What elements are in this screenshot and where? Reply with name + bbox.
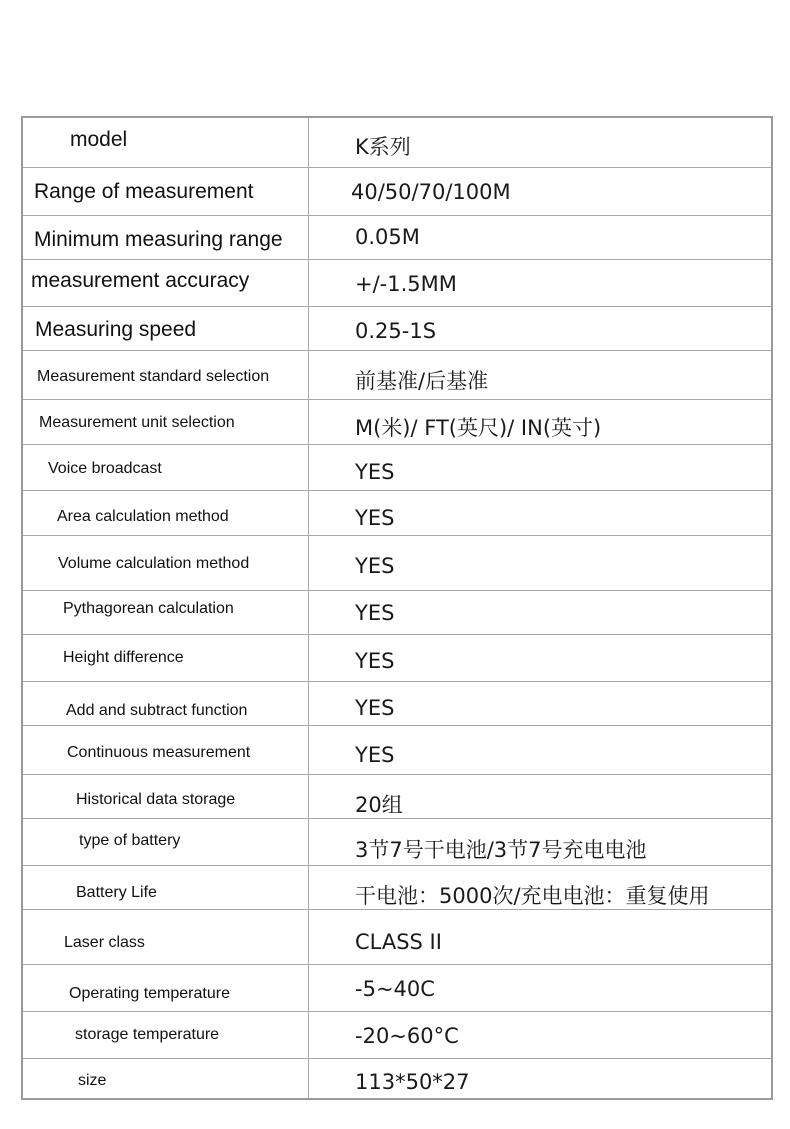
spec-table [21,116,773,1100]
value-cell [309,1059,771,1098]
spec-value: -5~40C [355,977,435,1001]
spec-value: YES [355,696,395,720]
spec-value: CLASS II [355,930,442,954]
label-cell [23,168,309,215]
table-row [23,306,771,350]
spec-value: YES [355,601,395,625]
value-cell [309,635,771,681]
spec-label: measurement accuracy [31,269,250,292]
label-cell [23,216,309,259]
value-cell [309,1012,771,1058]
label-cell [23,1059,309,1098]
label-cell [23,536,309,590]
table-row [23,681,771,725]
label-cell [23,775,309,818]
value-cell [309,866,771,909]
spec-label: size [78,1072,107,1089]
table-row [23,818,771,865]
value-cell [309,400,771,444]
label-cell [23,260,309,306]
label-cell [23,819,309,865]
table-row [23,865,771,909]
spec-value: YES [355,554,395,578]
table-row [23,1058,771,1098]
spec-value: 0.25-1S [355,319,437,343]
table-row [23,399,771,444]
label-cell [23,965,309,1011]
spec-value: YES [355,743,395,767]
table-row [23,535,771,590]
label-cell [23,726,309,774]
value-cell [309,726,771,774]
label-cell [23,1012,309,1058]
table-row [23,118,771,167]
table-row [23,964,771,1011]
spec-value: YES [355,649,395,673]
value-cell [309,910,771,964]
spec-label: Measurement standard selection [37,368,270,385]
spec-label: Continuous measurement [67,744,251,761]
spec-value: -20~60°C [355,1024,459,1048]
spec-value: +/-1.5MM [355,272,457,296]
value-cell [309,682,771,725]
value-cell [309,491,771,535]
spec-value: 前基准/后基准 [355,369,489,393]
value-cell [309,819,771,865]
spec-label: Pythagorean calculation [63,600,234,617]
label-cell [23,400,309,444]
value-cell [309,351,771,399]
table-row [23,350,771,399]
value-cell [309,775,771,818]
table-row [23,1011,771,1058]
value-cell [309,168,771,215]
table-row [23,490,771,535]
spec-label: Measurement unit selection [39,414,235,431]
spec-value: YES [355,506,395,530]
spec-label: model [70,128,128,151]
spec-label: Height difference [63,649,184,666]
table-row [23,167,771,215]
value-cell [309,216,771,259]
label-cell [23,307,309,350]
spec-label: Range of measurement [34,180,254,203]
table-row [23,259,771,306]
spec-label: type of battery [79,832,181,849]
label-cell [23,445,309,490]
value-cell [309,307,771,350]
label-cell [23,591,309,634]
label-cell [23,491,309,535]
spec-value: 3节7号干电池/3节7号充电电池 [355,838,647,862]
table-row [23,215,771,259]
label-cell [23,682,309,725]
spec-value: 0.05M [355,225,420,249]
spec-value: YES [355,460,395,484]
spec-value: M(米)/ FT(英尺)/ IN(英寸) [355,416,602,440]
table-row [23,909,771,964]
spec-value: K系列 [355,135,411,159]
value-cell [309,445,771,490]
spec-value: 20组 [355,793,403,817]
spec-value: 113*50*27 [355,1070,470,1094]
table-row [23,444,771,490]
table-row [23,725,771,774]
value-cell [309,965,771,1011]
table-row [23,590,771,634]
value-cell [309,536,771,590]
spec-label: Laser class [64,934,145,951]
spec-value: 干电池：5000次/充电电池：重复使用 [355,884,710,908]
label-cell [23,118,309,167]
table-row [23,634,771,681]
label-cell [23,866,309,909]
spec-label: Operating temperature [69,985,230,1002]
label-cell [23,351,309,399]
spec-label: Minimum measuring range [34,228,283,251]
label-cell [23,635,309,681]
spec-label: Battery Life [76,884,157,901]
spec-label: Add and subtract function [66,702,248,719]
value-cell [309,118,771,167]
label-cell [23,910,309,964]
spec-value: 40/50/70/100M [351,180,511,204]
spec-label: Volume calculation method [58,555,250,572]
value-cell [309,591,771,634]
spec-label: Area calculation method [57,508,229,525]
value-cell [309,260,771,306]
spec-label: Historical data storage [76,791,236,808]
spec-label: Measuring speed [35,318,197,341]
table-row [23,774,771,818]
spec-label: storage temperature [75,1026,220,1043]
spec-label: Voice broadcast [48,460,162,477]
